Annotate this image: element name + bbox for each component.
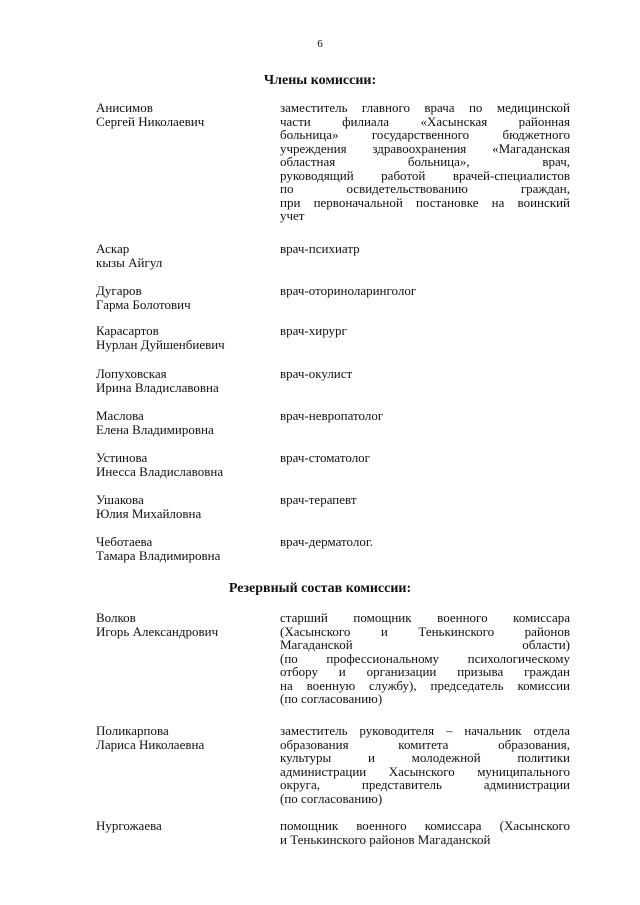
person-name-line: кызы Айгул [96, 254, 163, 270]
person-name [96, 101, 266, 128]
person-name-line: Инесса Владиславовна [96, 463, 224, 479]
person-role [280, 535, 570, 549]
page-number: 6 [317, 38, 323, 50]
members-section-title: Члены комиссии: [263, 73, 377, 88]
person-name [96, 324, 266, 351]
person-role-line: старший помощник военного комиссара [280, 610, 570, 625]
person-role [280, 611, 570, 706]
person-role [280, 284, 570, 298]
person-role-line: отбору и организации призыва граждан [280, 664, 570, 679]
person-name [96, 493, 266, 520]
person-name-line: Устинова [96, 450, 148, 465]
person-role [280, 324, 570, 338]
person-name [96, 284, 266, 311]
person-name [96, 367, 266, 394]
person-name-line: Елена Владимировна [96, 421, 214, 437]
person-role-line: врач-стоматолог [280, 450, 371, 465]
person-name [96, 724, 266, 751]
person-name-line: Лариса Николаевна [96, 736, 205, 752]
person-role [280, 242, 570, 256]
person-name-line: Юлия Михайловна [96, 505, 202, 521]
person-name-line: Чеботаева [96, 534, 153, 549]
person-name-line: Карасартов [96, 323, 159, 338]
person-name-line: Ирина Владиславовна [96, 379, 219, 395]
person-name-line: Нурлан Дуйшенбиевич [96, 336, 225, 352]
person-role [280, 101, 570, 223]
person-role-line: врач-дерматолог. [280, 534, 373, 549]
person-name-line: Ушакова [96, 492, 144, 507]
person-role-line: Магаданской области) [280, 637, 570, 652]
person-role-line: учреждения здравоохранения «Магаданская [280, 140, 570, 156]
person-name-line: Маслова [96, 408, 144, 423]
person-role-line: руководящий работой врачей-специалистов [280, 167, 570, 183]
person-role [280, 451, 570, 465]
person-role-line: части филиала «Хасынская районная [280, 113, 570, 129]
person-role-line: и Тенькинского районов Магаданской [280, 831, 491, 847]
person-name-line: Аскар [96, 241, 130, 256]
person-role-line: помощник военного комиссара (Хасынского [280, 818, 570, 833]
person-role-line: (Хасынского и Тенькинского районов [280, 623, 570, 639]
person-name-line: Сергей Николаевич [96, 113, 205, 129]
person-role [280, 819, 570, 846]
person-role [280, 409, 570, 423]
person-role-line: учет [280, 208, 305, 223]
person-role-line: (по профессиональному психологическому [280, 650, 570, 666]
person-role-line: заместитель главного врача по медицинской [280, 100, 570, 115]
person-name-line: Игорь Александрович [96, 623, 219, 639]
person-role-line: врач-окулист [280, 366, 353, 381]
person-role-line: врач-терапевт [280, 492, 357, 507]
person-name [96, 451, 266, 478]
person-role-line: при первоначальной постановке на воинский [280, 194, 570, 210]
person-role-line: областная больница», врач, [280, 154, 570, 169]
person-role-line: заместитель руководителя – начальник отдела [280, 723, 570, 738]
person-name [96, 819, 266, 833]
person-role-line: врач-хирург [280, 323, 347, 338]
person-name-line: Поликарпова [96, 723, 169, 738]
person-name-line: Нургожаева [96, 818, 162, 833]
person-name [96, 409, 266, 436]
person-role [280, 724, 570, 805]
person-role-line: округа, представитель администрации [280, 777, 570, 792]
person-role [280, 367, 570, 381]
person-name [96, 611, 266, 638]
person-role-line: культуры и молодежной политики [280, 750, 570, 765]
person-role-line: врач-невропатолог [280, 408, 384, 423]
person-role-line: врач-оториноларинголог [280, 283, 417, 298]
person-role-line: (по согласованию) [280, 691, 383, 706]
person-role-line: на военную службу), председатель комиссии [280, 677, 570, 693]
person-role-line: больница» государственного бюджетного [280, 127, 570, 142]
person-name-line: Гарма Болотович [96, 296, 191, 312]
person-name-line: Лопуховская [96, 366, 167, 381]
person-role [280, 493, 570, 507]
person-role-line: (по согласованию) [280, 790, 383, 806]
person-role-line: по освидетельствованию граждан, [280, 181, 570, 196]
person-name-line: Анисимов [96, 100, 153, 115]
person-role-line: врач-психиатр [280, 241, 360, 256]
person-name-line: Волков [96, 610, 136, 625]
person-name-line: Дугаров [96, 283, 142, 298]
person-name-line: Тамара Владимировна [96, 547, 221, 563]
person-name [96, 242, 266, 269]
person-role-line: образования комитета образования, [280, 736, 570, 752]
person-name [96, 535, 266, 562]
reserve-section-title: Резервный состав комиссии: [228, 581, 412, 596]
person-role-line: администрации Хасынского муниципального [280, 763, 570, 779]
